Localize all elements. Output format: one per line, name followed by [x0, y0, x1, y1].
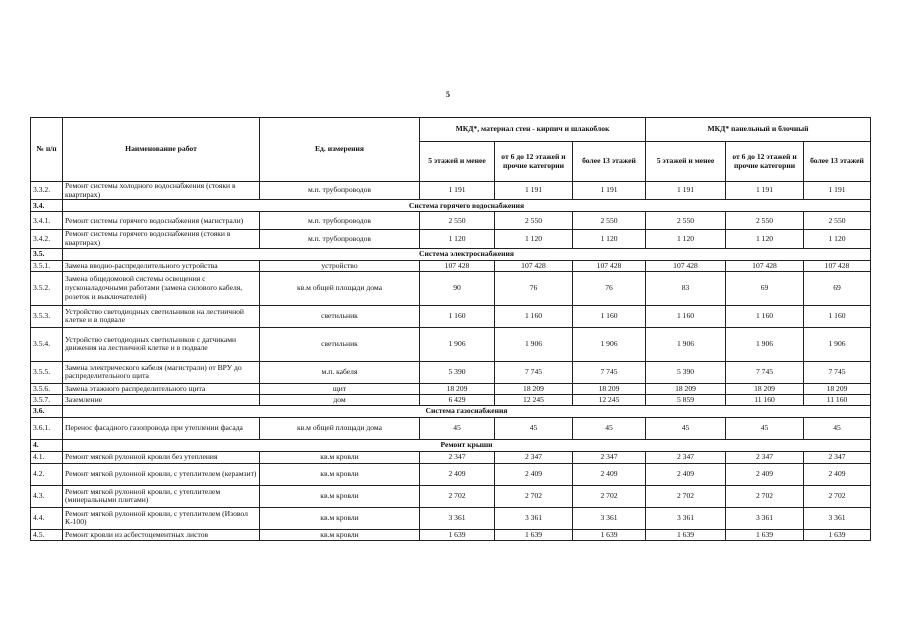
unit-of-measure: кв.м кровли: [260, 463, 420, 485]
section-title: Ремонт крыши: [63, 439, 871, 451]
table-row: [31, 260, 871, 271]
price-cell: 1 906: [726, 327, 804, 361]
price-cell: 7 745: [726, 361, 804, 383]
price-cell: 3 361: [495, 507, 573, 529]
price-cell: 1 160: [804, 305, 871, 327]
price-cell: 1 906: [646, 327, 726, 361]
table-row: [31, 361, 871, 383]
price-cell: 90: [420, 271, 495, 305]
header-brick-low: 5 этажей и менее: [420, 142, 495, 182]
unit-of-measure: м.п. трубопроводов: [260, 182, 420, 200]
section-title: Система электроснабжения: [63, 248, 871, 260]
row-number: 3.3.2.: [31, 182, 63, 200]
row-number: 3.5.4.: [31, 327, 63, 361]
price-cell: 1 120: [420, 230, 495, 248]
price-cell: 2 409: [420, 463, 495, 485]
price-cell: 2 347: [420, 451, 495, 463]
section-row: [31, 405, 871, 417]
price-cell: 2 550: [726, 212, 804, 230]
price-cell: 1 191: [804, 182, 871, 200]
header-group-brick: МКД*, материал стен - кирпич и шлакоблок: [420, 118, 646, 142]
price-cell: 2 550: [420, 212, 495, 230]
row-number: 3.5.5.: [31, 361, 63, 383]
table-row: [31, 212, 871, 230]
header-unit: Ед. измерения: [260, 118, 420, 182]
table-body: [31, 182, 871, 541]
price-cell: 1 191: [573, 182, 646, 200]
price-cell: 12 245: [495, 394, 573, 405]
table-row: [31, 271, 871, 305]
page-number: 5: [446, 90, 450, 99]
section-row: [31, 439, 871, 451]
price-cell: 45: [646, 417, 726, 439]
price-cell: 1 906: [495, 327, 573, 361]
price-cell: 107 428: [420, 260, 495, 271]
unit-of-measure: кв.м кровли: [260, 507, 420, 529]
price-cell: 76: [573, 271, 646, 305]
price-cell: 2 550: [804, 212, 871, 230]
section-title: Система горячего водоснабжения: [63, 200, 871, 212]
row-number: 4.4.: [31, 507, 63, 529]
row-number: 3.6.1.: [31, 417, 63, 439]
price-cell: 2 702: [646, 485, 726, 507]
row-number: 4.2.: [31, 463, 63, 485]
price-cell: 2 702: [726, 485, 804, 507]
unit-of-measure: м.п. трубопроводов: [260, 212, 420, 230]
work-name: Ремонт мягкой рулонной кровли, с утеплителем (керамзит): [63, 463, 260, 485]
price-cell: 1 120: [573, 230, 646, 248]
price-cell: 45: [495, 417, 573, 439]
work-name: Замена вводно-распределительного устройства: [63, 260, 260, 271]
table-row: [31, 529, 871, 540]
price-cell: 3 361: [726, 507, 804, 529]
price-cell: 3 361: [804, 507, 871, 529]
price-cell: 107 428: [726, 260, 804, 271]
row-number: 3.5.3.: [31, 305, 63, 327]
table-row: [31, 463, 871, 485]
price-cell: 1 906: [573, 327, 646, 361]
unit-of-measure: светильник: [260, 327, 420, 361]
price-cell: 2 409: [646, 463, 726, 485]
unit-of-measure: кв.м общей площади дома: [260, 271, 420, 305]
table-row: [31, 182, 871, 200]
row-number: 3.5.6.: [31, 383, 63, 394]
price-cell: 2 702: [420, 485, 495, 507]
price-cell: 45: [804, 417, 871, 439]
price-cell: 2 702: [495, 485, 573, 507]
work-name: Устройство светодиодных светильников с датчиками движения на лестничной клетке и в подвале: [63, 327, 260, 361]
unit-of-measure: кв.м общей площади дома: [260, 417, 420, 439]
price-cell: 12 245: [573, 394, 646, 405]
section-number: 4.: [31, 439, 63, 451]
price-cell: 1 160: [495, 305, 573, 327]
header-panel-mid: от 6 до 12 этажей и прочие категории: [726, 142, 804, 182]
price-cell: 7 745: [804, 361, 871, 383]
price-cell: 2 409: [726, 463, 804, 485]
price-cell: 18 209: [573, 383, 646, 394]
work-name: Ремонт мягкой рулонной кровли без утепления: [63, 451, 260, 463]
header-group-panel: МКД* панельный и блочный: [646, 118, 871, 142]
table-row: [31, 507, 871, 529]
work-name: Замена электрического кабеля (магистрали) от ВРУ до распределительного щита: [63, 361, 260, 383]
row-number: 3.5.7.: [31, 394, 63, 405]
section-number: 3.4.: [31, 200, 63, 212]
unit-of-measure: кв.м кровли: [260, 529, 420, 540]
section-title: Система газоснабжения: [63, 405, 871, 417]
row-number: 4.5.: [31, 529, 63, 540]
section-number: 3.6.: [31, 405, 63, 417]
price-cell: 1 120: [495, 230, 573, 248]
unit-of-measure: кв.м кровли: [260, 485, 420, 507]
price-cell: 1 160: [726, 305, 804, 327]
work-name: Устройство светодиодных светильников на лестничной клетке и в подвале: [63, 305, 260, 327]
price-cell: 18 209: [495, 383, 573, 394]
price-cell: 1 639: [804, 529, 871, 540]
price-cell: 1 639: [495, 529, 573, 540]
price-cell: 45: [420, 417, 495, 439]
row-number: 4.3.: [31, 485, 63, 507]
row-number: 3.5.2.: [31, 271, 63, 305]
price-cell: 1 191: [420, 182, 495, 200]
header-name: Наименование работ: [63, 118, 260, 182]
price-cell: 2 347: [726, 451, 804, 463]
unit-of-measure: щит: [260, 383, 420, 394]
work-name: Ремонт системы горячего водоснабжения (магистрали): [63, 212, 260, 230]
table-row: [31, 394, 871, 405]
unit-of-measure: светильник: [260, 305, 420, 327]
price-cell: 6 429: [420, 394, 495, 405]
header-num: № п/п: [31, 118, 63, 182]
price-cell: 1 191: [726, 182, 804, 200]
price-cell: 18 209: [804, 383, 871, 394]
work-name: Ремонт системы холодного водоснабжения (стояки в квартирах): [63, 182, 260, 200]
table-row: [31, 383, 871, 394]
price-cell: 2 550: [495, 212, 573, 230]
price-cell: 1 906: [804, 327, 871, 361]
price-cell: 2 550: [573, 212, 646, 230]
section-row: [31, 200, 871, 212]
table-header: [31, 118, 871, 182]
price-cell: 1 160: [420, 305, 495, 327]
price-cell: 1 639: [420, 529, 495, 540]
price-cell: 2 347: [573, 451, 646, 463]
price-cell: 3 361: [420, 507, 495, 529]
price-cell: 5 390: [646, 361, 726, 383]
work-name: Замена этажного распределительного щита: [63, 383, 260, 394]
work-name: Замена общедомовой системы освещения с пусконаладочными работами (замена силового кабеля, розеток и выключателей): [63, 271, 260, 305]
table-row: [31, 417, 871, 439]
price-cell: 7 745: [495, 361, 573, 383]
unit-of-measure: устройство: [260, 260, 420, 271]
price-cell: 107 428: [646, 260, 726, 271]
price-cell: 1 160: [646, 305, 726, 327]
price-cell: 1 639: [573, 529, 646, 540]
price-cell: 45: [573, 417, 646, 439]
header-brick-high: более 13 этажей: [573, 142, 646, 182]
table-row: [31, 485, 871, 507]
price-cell: 1 191: [646, 182, 726, 200]
price-cell: 5 390: [420, 361, 495, 383]
price-cell: 3 361: [573, 507, 646, 529]
row-number: 3.4.2.: [31, 230, 63, 248]
work-name: Перенос фасадного газопровода при утеплении фасада: [63, 417, 260, 439]
price-cell: 18 209: [726, 383, 804, 394]
table-row: [31, 451, 871, 463]
price-cell: 76: [495, 271, 573, 305]
table-row: [31, 327, 871, 361]
price-cell: 2 702: [804, 485, 871, 507]
price-cell: 1 120: [804, 230, 871, 248]
price-cell: 1 120: [726, 230, 804, 248]
price-cell: 107 428: [804, 260, 871, 271]
header-panel-low: 5 этажей и менее: [646, 142, 726, 182]
header-panel-high: более 13 этажей: [804, 142, 871, 182]
price-cell: 83: [646, 271, 726, 305]
price-cell: 5 859: [646, 394, 726, 405]
price-cell: 18 209: [420, 383, 495, 394]
table-row: [31, 230, 871, 248]
price-cell: 2 702: [573, 485, 646, 507]
unit-of-measure: дом: [260, 394, 420, 405]
price-cell: 1 160: [573, 305, 646, 327]
price-cell: 1 906: [420, 327, 495, 361]
unit-of-measure: кв.м кровли: [260, 451, 420, 463]
section-row: [31, 248, 871, 260]
price-cell: 107 428: [495, 260, 573, 271]
price-cell: 45: [726, 417, 804, 439]
work-name: Ремонт системы горячего водоснабжения (стояки в квартирах): [63, 230, 260, 248]
row-number: 3.4.1.: [31, 212, 63, 230]
row-number: 4.1.: [31, 451, 63, 463]
price-cell: 2 347: [804, 451, 871, 463]
table-row: [31, 305, 871, 327]
works-table: [30, 117, 871, 541]
unit-of-measure: м.п. трубопроводов: [260, 230, 420, 248]
price-cell: 2 409: [573, 463, 646, 485]
work-name: Ремонт кровли из асбестоцементных листов: [63, 529, 260, 540]
section-number: 3.5.: [31, 248, 63, 260]
price-cell: 1 191: [495, 182, 573, 200]
unit-of-measure: м.п. кабеля: [260, 361, 420, 383]
work-name: Ремонт мягкой рулонной кровли, с утеплителем (Изовол К-100): [63, 507, 260, 529]
price-cell: 1 639: [646, 529, 726, 540]
price-cell: 107 428: [573, 260, 646, 271]
price-cell: 7 745: [573, 361, 646, 383]
price-cell: 1 120: [646, 230, 726, 248]
price-cell: 2 347: [646, 451, 726, 463]
price-cell: 69: [726, 271, 804, 305]
header-brick-mid: от 6 до 12 этажей и прочие категории: [495, 142, 573, 182]
price-cell: 1 639: [726, 529, 804, 540]
price-cell: 69: [804, 271, 871, 305]
price-cell: 2 550: [646, 212, 726, 230]
work-name: Ремонт мягкой рулонной кровли, с утеплителем (минеральными плитами): [63, 485, 260, 507]
price-cell: 2 409: [804, 463, 871, 485]
price-cell: 11 160: [726, 394, 804, 405]
work-name: Заземление: [63, 394, 260, 405]
row-number: 3.5.1.: [31, 260, 63, 271]
price-cell: 3 361: [646, 507, 726, 529]
price-cell: 2 409: [495, 463, 573, 485]
price-cell: 11 160: [804, 394, 871, 405]
price-cell: 18 209: [646, 383, 726, 394]
price-cell: 2 347: [495, 451, 573, 463]
